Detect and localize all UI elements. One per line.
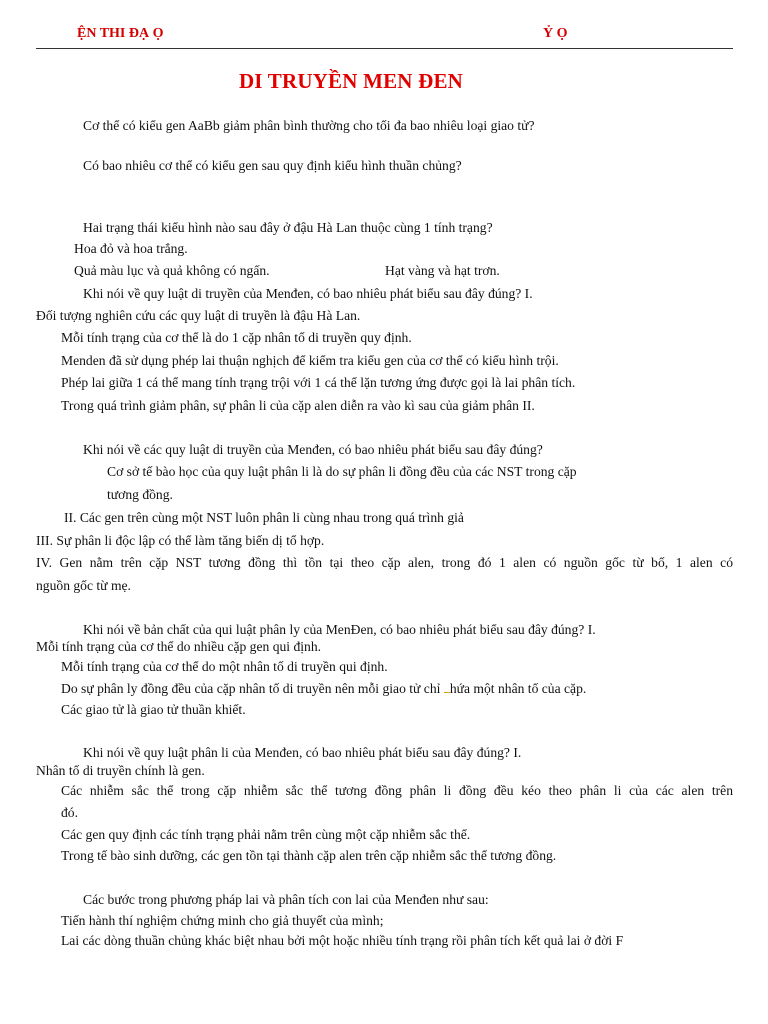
question-6-statement-3 bbox=[61, 680, 586, 698]
question-7-statement-2b: đó. bbox=[61, 805, 78, 820]
question-4-stem: Khi nói về quy luật di truyền của Menđen, có bao nhiêu phát biểu sau đây đúng? I. bbox=[83, 286, 533, 301]
question-8-stem: Các bước trong phương pháp lai và phân tích con lai của Menđen như sau: bbox=[83, 892, 489, 907]
question-1-text: Cơ thể có kiểu gen AaBb giảm phân bình thường cho tối đa bao nhiêu loại giao tử? bbox=[83, 118, 535, 133]
question-8-step-1: Tiến hành thí nghiệm chứng minh cho giả thuyết của mình; bbox=[61, 913, 384, 928]
question-7-statement-4: Trong tế bào sinh dưỡng, các gen tồn tại thành cặp alen trên cặp nhiễm sắc thể tương đồng. bbox=[61, 848, 557, 863]
question-3-option-1: Hoa đỏ và hoa trắng. bbox=[74, 241, 188, 256]
question-6-statement-3b: hứa một nhân tố của cặp. bbox=[449, 681, 587, 696]
header-right-text: Ỷ Ọ bbox=[543, 26, 568, 41]
question-5-statement-3: III. Sự phân li độc lập có thể làm tăng biến dị tổ hợp. bbox=[36, 533, 325, 548]
question-4-statement-1: Đối tượng nghiên cứu các quy luật di truyền là đậu Hà Lan. bbox=[36, 308, 361, 323]
question-3-stem: Hai trạng thái kiểu hình nào sau đây ở đậu Hà Lan thuộc cùng 1 tính trạng? bbox=[83, 220, 493, 235]
question-6-statement-4: Các giao tử là giao tử thuần khiết. bbox=[61, 702, 246, 717]
question-5-statement-1a: Cơ sở tế bào học của quy luật phân li là do sự phân li đồng đều của các NST trong cặp bbox=[107, 464, 577, 479]
question-5-statement-4a: IV. Gen nằm trên cặp NST tương đồng thì tồn tại theo cặp alen, trong đó 1 alen có nguồn gốc từ bố, 1 alen có bbox=[36, 555, 733, 570]
question-4-statement-4: Phép lai giữa 1 cá thể mang tính trạng trội với 1 cá thể lặn tương ứng được gọi là lai phân tích. bbox=[61, 375, 576, 390]
question-2-text: Có bao nhiêu cơ thể có kiểu gen sau quy định kiểu hình thuần chủng? bbox=[83, 158, 462, 173]
header-left-text: ỆN THI ĐẠ Ọ bbox=[77, 26, 164, 41]
question-5-statement-2: II. Các gen trên cùng một NST luôn phân li cùng nhau trong quá trình giả bbox=[64, 510, 464, 525]
question-6-statement-1: Mỗi tính trạng của cơ thể do nhiều cặp gen qui định. bbox=[36, 639, 322, 654]
question-5-statement-1b: tương đồng. bbox=[107, 487, 173, 502]
question-3-option-2: Quả màu lục và quả không có ngấn. bbox=[74, 263, 270, 278]
question-7-statement-2a: Các nhiễm sắc thể trong cặp nhiễm sắc thể tương đồng phân li đồng đều kéo theo phân li của các alen trên bbox=[61, 783, 733, 798]
question-5-statement-4b: nguồn gốc từ mẹ. bbox=[36, 578, 131, 593]
header-rule bbox=[36, 48, 733, 49]
question-7-statement-1: Nhân tố di truyền chính là gen. bbox=[36, 763, 205, 778]
question-6-statement-3a: Do sự phân ly đồng đều của cặp nhân tố di truyền nên mỗi giao tử chỉ bbox=[61, 681, 444, 696]
question-5-stem: Khi nói về các quy luật di truyền của Menđen, có bao nhiêu phát biểu sau đây đúng? bbox=[83, 442, 543, 457]
question-7-statement-3: Các gen quy định các tính trạng phải nằm trên cùng một cặp nhiễm sắc thể. bbox=[61, 827, 471, 842]
question-6-statement-2: Mỗi tính trạng của cơ thể do một nhân tố di truyền qui định. bbox=[61, 659, 388, 674]
question-7-stem: Khi nói về quy luật phân li của Menđen, có bao nhiêu phát biểu sau đây đúng? I. bbox=[83, 745, 522, 760]
question-4-statement-3: Menden đã sử dụng phép lai thuận nghịch để kiểm tra kiểu gen của cơ thể có kiểu hình trội. bbox=[61, 353, 559, 368]
question-4-statement-2: Mỗi tính trạng của cơ thể là do 1 cặp nhân tố di truyền quy định. bbox=[61, 330, 412, 345]
question-8-step-2: Lai các dòng thuần chủng khác biệt nhau bởi một hoặc nhiều tính trạng rồi phân tích kết quả lai ở đời F bbox=[61, 933, 624, 948]
question-3-option-3: Hạt vàng và hạt trơn. bbox=[385, 263, 500, 278]
question-6-stem: Khi nói về bản chất của qui luật phân ly của MenĐen, có bao nhiêu phát biểu sau đây đúng? I. bbox=[83, 622, 596, 637]
page-title: DI TRUYỀN MEN ĐEN bbox=[238, 69, 464, 93]
question-4-statement-5: Trong quá trình giảm phân, sự phân li của cặp alen diễn ra vào kì sau của giảm phân II. bbox=[61, 398, 535, 413]
